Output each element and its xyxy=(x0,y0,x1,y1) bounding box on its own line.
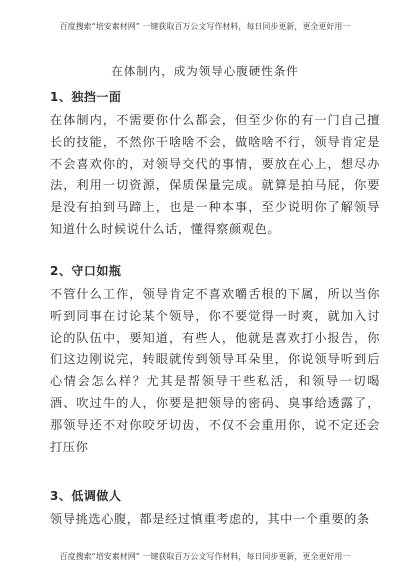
section-3-heading: 3、低调做人 xyxy=(50,489,122,503)
section-2-paragraph: 不管什么工作，领导肯定不喜欢嚼舌根的下属，所以当你听到同事在讨论某个领导，你不要觉得一时爽，就加入讨论的队伍中，要知道，有些人，他就是喜欢打小报告，你们这边刚说完，转眼就传到领导耳朵里，你说领导听到后心情会怎么样？尤其是帮领导干些私活，和领导一切喝酒、吹过牛的人，你要是把领导的密码、臭事给透露了，那领导还不对你咬牙切齿，不仅不会重用你，说不定还会打压你 xyxy=(50,287,380,454)
section-3 xyxy=(50,487,380,531)
document-title: 在体制内，成为领导心腹硬性条件 xyxy=(111,64,299,78)
page-header: 百度搜索“培安素材网” 一键获取百万公文写作材料，每日同步更新，更全更好用一 xyxy=(59,22,351,31)
section-2 xyxy=(50,262,380,458)
section-1 xyxy=(50,88,380,241)
page-footer: 百度搜索“培安素材网” 一键获取百万公文写作材料，每日同步更新，更全更好用一 xyxy=(59,552,351,561)
section-3-paragraph: 领导挑选心腹，都是经过慎重考虑的，其中一个重要的条 xyxy=(50,512,370,526)
section-1-paragraph: 在体制内，不需要你什么都会，但至少你的有一门自己擅长的技能，不然你干啥啥不会，做啥啥不行，领导肯定是不会喜欢你的，对领导交代的事情，要放在心上，想尽办法，利用一切资源，保质保量完成。就算是拍马屁，你要是没有拍到马蹄上，也是一种本事，至少说明你了解领导知道什么时候说什么话，懂得察颜观色。 xyxy=(50,113,380,236)
section-1-heading: 1、独挡一面 xyxy=(50,90,122,104)
section-2-heading: 2、守口如瓶 xyxy=(50,264,122,278)
